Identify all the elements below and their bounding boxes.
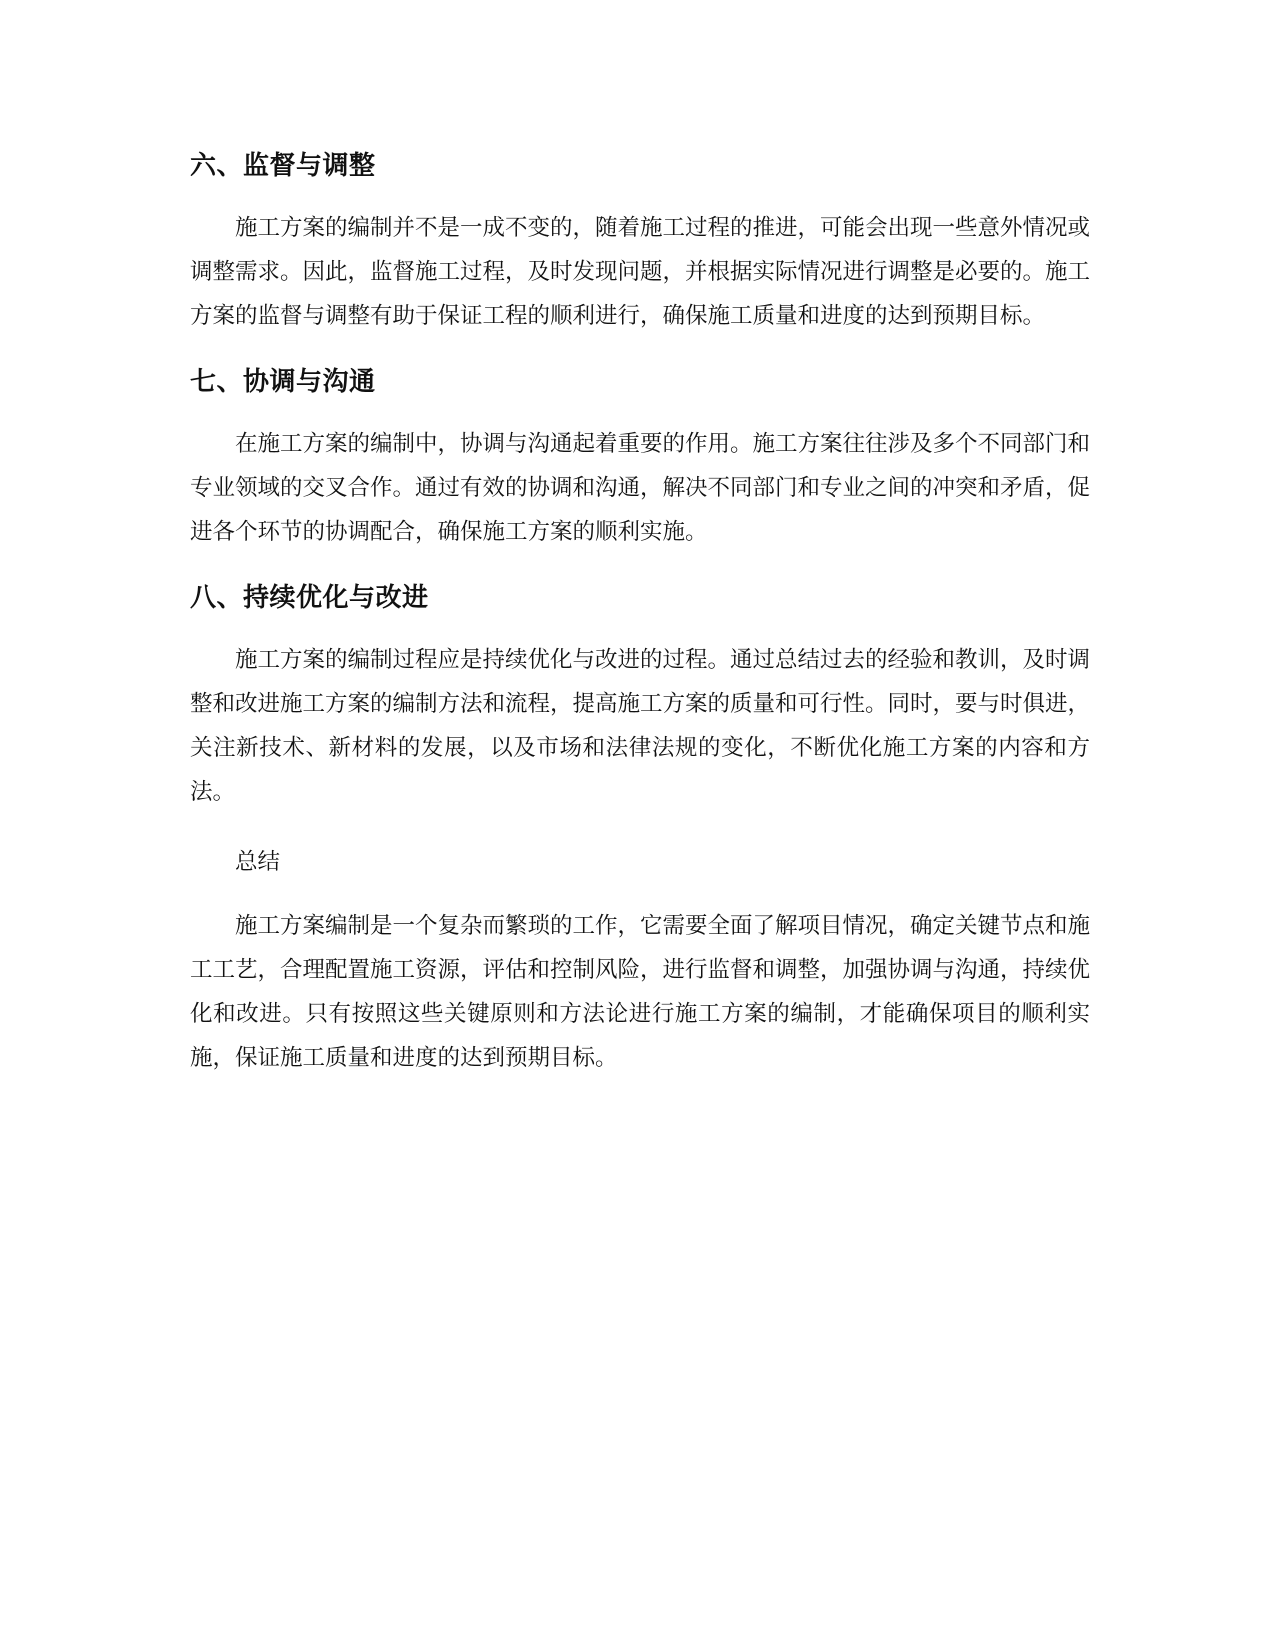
section-paragraph-optimization: 施工方案的编制过程应是持续优化与改进的过程。通过总结过去的经验和教训，及时调整和改进施工方案的编制方法和流程，提高施工方案的质量和可行性。同时，要与时俱进，关注新技术、新材料的发展，以及市场和法律法规的变化，不断优化施工方案的内容和方法。 xyxy=(190,647,1091,805)
section-heading-supervision: 六、监督与调整 xyxy=(190,151,376,181)
section-heading-coordination: 七、协调与沟通 xyxy=(190,367,376,397)
section-paragraph-supervision: 施工方案的编制并不是一成不变的，随着施工过程的推进，可能会出现一些意外情况或调整需求。因此，监督施工过程，及时发现问题，并根据实际情况进行调整是必要的。施工方案的监督与调整有助于保证工程的顺利进行，确保施工质量和进度的达到预期目标。 xyxy=(190,215,1091,329)
summary-title: 总结 xyxy=(235,849,281,875)
section-paragraph-coordination: 在施工方案的编制中，协调与沟通起着重要的作用。施工方案往往涉及多个不同部门和专业领域的交叉合作。通过有效的协调和沟通，解决不同部门和专业之间的冲突和矛盾，促进各个环节的协调配合，确保施工方案的顺利实施。 xyxy=(190,431,1091,545)
section-heading-optimization: 八、持续优化与改进 xyxy=(190,583,429,613)
summary-paragraph: 施工方案编制是一个复杂而繁琐的工作，它需要全面了解项目情况，确定关键节点和施工工艺，合理配置施工资源，评估和控制风险，进行监督和调整，加强协调与沟通，持续优化和改进。只有按照这些关键原则和方法论进行施工方案的编制，才能确保项目的顺利实施，保证施工质量和进度的达到预期目标。 xyxy=(190,913,1091,1071)
document-body xyxy=(190,148,1090,1106)
